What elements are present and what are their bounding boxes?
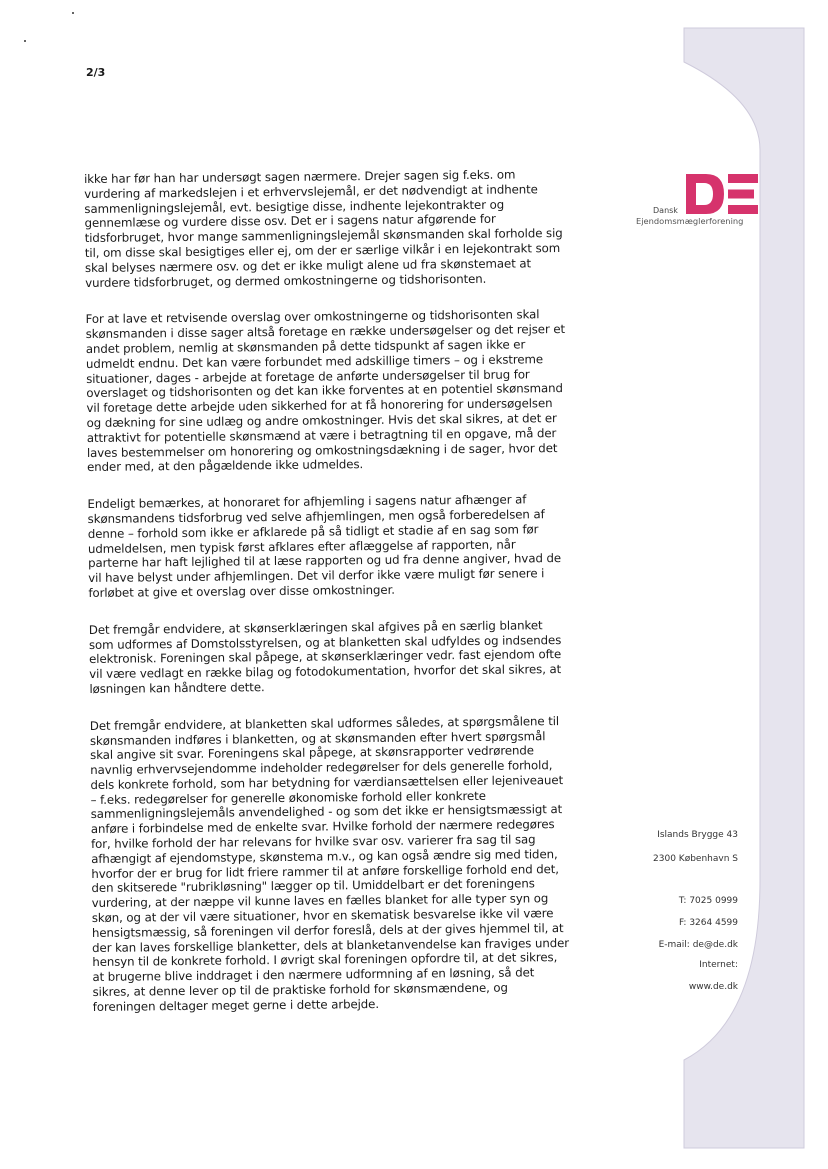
page-number: 2/3 bbox=[86, 66, 106, 79]
contact-street: Islands Brygge 43 bbox=[657, 830, 738, 840]
contact-website: www.de.dk bbox=[688, 982, 738, 992]
contact-internet-label: Internet: bbox=[699, 960, 738, 970]
body-paragraph-3: Endeligt bemærkes, at honoraret for afhjemling i sagens natur afhænger af skønsmandens tidsforbrug ved selve afhjemlingen, men også forberedelsen af denne – forhold som ikke er afklarede på så tidligt et stadie af en sag som før udmeldelsen, men typisk først afklares efter aflæggelse af rapporten, når parterne har haft lejlighed til at læse rapporten og ud fra denne angiver, hvad de vil have belyst under afhjemlingen. Det vil derfor ikke være muligt før senere i forløbet at give et overslag over disse omkostninger. bbox=[87, 492, 562, 600]
logo-organization-name: Ejendomsmæglerforening bbox=[636, 216, 744, 226]
letter-body bbox=[84, 167, 573, 1037]
body-paragraph-2: For at lave et retvisende overslag over omkostningerne og tidshorisonten skal skønsmanden i disse sager altså foretage en række undersøgelser og det rejser et andet problem, nemlig at skønsmanden på dette tidspunkt af sagen ikke er udmeldt endnu. Det kan være forbundet med adskillige timers – og i ekstreme situationer, dages - arbejde at foretage de anførte undersøgelser til brug for overslaget og tidshorisonten og det kan ikke forventes at en potentiel skønsmand vil foretage dette arbejde uden sikkerhed for at få honorering for undersøgelsen og dækning for sine udlæg og andre omkostninger. Hvis det skal sikres, at det er attraktivt for potentielle skønsmænd at være i betragtning til en opgave, må der laves bestemmelser om honorering og omkostningsdækning i de sager, hvor det ender med, at den pågældende ikke udmeldes. bbox=[85, 307, 566, 475]
contact-city: 2300 København S bbox=[653, 854, 738, 864]
logo-dansk: Dansk bbox=[653, 206, 678, 215]
body-paragraph-4: Det fremgår endvidere, at skønserklæringen skal afgives på en særlig blanket som udformes af Domstolsstyrelsen, og at blanketten skal udfyldes og indsendes elektronisk. Foreningen skal påpege, at skønserklæringer vedr. fast ejendom ofte vil være vedlagt en række bilag og fotodokumentation, hvorfor det skal sikres, at løsningen kan håndtere dette. bbox=[88, 617, 562, 696]
de-logo-mark bbox=[684, 172, 760, 216]
contact-email: E-mail: de@de.dk bbox=[658, 940, 738, 950]
company-logo bbox=[636, 172, 762, 230]
contact-fax: F: 3264 4599 bbox=[678, 918, 738, 928]
contact-phone: T: 7025 0999 bbox=[678, 896, 738, 906]
body-paragraph-5: Det fremgår endvidere, at blanketten skal udformes således, at spørgsmålene til skønsmanden indføres i blanketten, og at skønsmanden efter hvert spørgsmål skal angive sit svar. Foreningens skal påpege, at skønsrapporter vedrørende navnlig erhvervsejendomme indeholder redegørelser for dels generelle forhold, dels konkrete forhold, som har betydning for værdiansættelsen eller lejeniveauet – f.eks. redegørelser for generelle økonomiske forhold eller konkrete sammenligningslejemåls anvendelighed - og som det ikke er hensigtsmæssigt at anføre i forbindelse med de enkelte svar. Hvilke forhold der nærmere redegøres for, hvilke forhold der har relevans for hvilke svar osv. varierer fra sag til sag afhængigt af ejendomstype, skønstema m.v., og kan også ændre sig med tiden, hvorfor der er brug for lidt friere rammer til at anføre forskellige forhold end det, den skitserede "rubrikløsning" lægger op til. Umiddelbart er det foreningens vurdering, at der næppe vil kunne laves en fælles blanket for alle typer syn og skøn, og at der vil være situationer, hvor en skematisk besvarelse ikke vil være hensigtsmæssig, så foreningen vil derfor foreslå, dels at der gives hjemmel til, at der kan laves forskellige blanketter, dels at blanketanvendelse kan fraviges under hensyn til de konkrete forhold. I øvrigt skal foreningen opfordre til, at det sikres, at brugerne blive inddraget i den nærmere udformning af en løsning, så det sikres, at denne lever op til de praktiske forhold for skønsmændene, og foreningen deltager meget gerne i dette arbejde. bbox=[89, 713, 570, 1014]
body-paragraph-1: ikke har før han har undersøgt sagen nærmere. Drejer sagen sig f.eks. om vurdering af markedslejen i et erhvervslejemål, er det nødvendigt at indhente sammenligningslejemål, evt. besigtige disse, indhente lejekontrakter og gennemlæse og vurdere disse osv. Det er i sagens natur afgørende for tidsforbruget, hvor mange sammenligningslejemål skønsmanden skal forholde sig til, om disse skal besigtiges eller ej, om der er særlige vilkår i en lejekontrakt som skal belyses nærmere osv. og det er ikke muligt alene ud fra skønstemaet at vurdere tidsforbruget, og dermed omkostningerne og tidshorisonten. bbox=[84, 167, 563, 290]
